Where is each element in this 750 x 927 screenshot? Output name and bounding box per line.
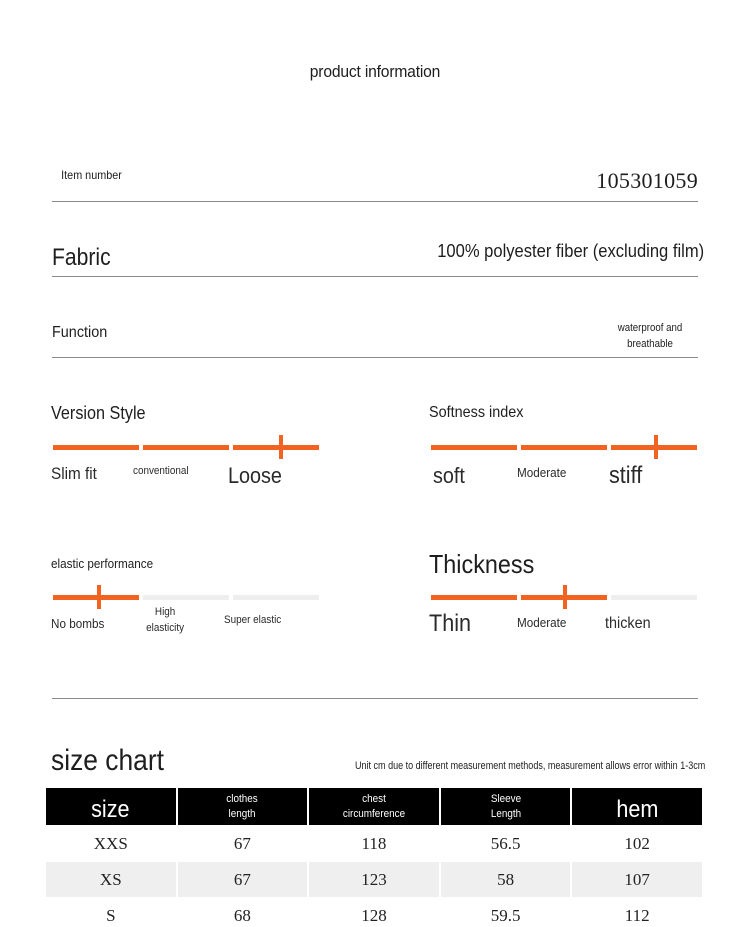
level-marker <box>97 585 101 609</box>
softness-index-scale <box>429 404 709 494</box>
version-style-title: Version Style <box>51 403 146 423</box>
table-cell: XS <box>46 862 176 897</box>
header-label: clothes length <box>226 792 259 820</box>
elastic-performance-title: elastic performance <box>51 556 154 571</box>
table-cell: S <box>106 905 116 925</box>
table-cell: 107 <box>572 862 702 897</box>
table-cell: 118 <box>361 833 387 853</box>
scale-label-mid: Moderate <box>517 615 567 630</box>
track-segment <box>521 445 607 450</box>
header-label: Sleeve Length <box>490 792 521 820</box>
scale-label-high: Loose <box>228 463 282 488</box>
level-marker <box>654 435 658 459</box>
thickness-scale <box>429 549 709 644</box>
section-divider <box>52 698 698 699</box>
version-style-scale <box>51 403 331 493</box>
scale-label-mid: conventional <box>133 465 189 477</box>
elastic-performance-track <box>53 595 321 600</box>
function-value: waterproof and breathable <box>617 322 683 350</box>
table-cell: 67 <box>178 862 308 897</box>
column-header-hem <box>572 788 702 825</box>
softness-index-title: Softness index <box>429 404 524 421</box>
thickness-track <box>431 595 699 600</box>
scale-label-mid: High elasticity <box>146 606 185 634</box>
elastic-performance-scale <box>51 556 331 646</box>
table-row <box>46 862 702 897</box>
track-segment <box>53 445 139 450</box>
table-row <box>46 898 702 927</box>
track-segment <box>431 445 517 450</box>
function-row <box>52 316 698 358</box>
function-label: Function <box>52 324 108 341</box>
size-chart-table <box>46 788 702 927</box>
softness-index-track <box>431 445 699 450</box>
header-label: hem <box>616 795 659 823</box>
scale-label-high: stiff <box>609 462 643 489</box>
scale-label-high: Super elastic <box>224 614 282 626</box>
scale-label-mid: Moderate <box>517 465 567 480</box>
table-cell: 58 <box>441 862 571 897</box>
column-header-size <box>46 788 176 825</box>
scale-label-high: thicken <box>605 615 651 632</box>
table-cell: 59.5 <box>490 905 521 925</box>
thickness-title: Thickness <box>429 549 535 579</box>
header-label: chest circumference <box>342 792 406 820</box>
item-number-label: Item number <box>61 168 122 182</box>
column-header-sleeve-length <box>441 788 571 825</box>
level-marker <box>279 435 283 459</box>
table-header-row <box>46 788 702 825</box>
table-cell: XXS <box>93 833 128 853</box>
track-segment <box>611 595 697 600</box>
table-cell: 128 <box>361 905 387 925</box>
scale-label-low: Slim fit <box>51 464 97 483</box>
column-header-clothes-length <box>178 788 308 825</box>
scale-label-low: soft <box>433 463 465 488</box>
version-style-track <box>53 445 321 450</box>
track-segment <box>143 595 229 600</box>
table-cell: 112 <box>624 905 650 925</box>
table-cell: 68 <box>233 905 251 925</box>
page-title: product information <box>309 62 441 81</box>
fabric-label: Fabric <box>52 244 111 271</box>
scale-label-low: No bombs <box>51 616 105 631</box>
level-marker <box>563 585 567 609</box>
track-segment <box>431 595 517 600</box>
item-number-value: 105301059 <box>596 168 698 193</box>
item-number-row <box>52 160 698 202</box>
size-chart-title: size chart <box>51 744 164 777</box>
header-label: size <box>91 795 131 823</box>
fabric-value: 100% polyester fiber (excluding film) <box>437 241 704 261</box>
table-cell: 67 <box>233 833 251 853</box>
table-cell: 102 <box>624 833 650 853</box>
track-segment <box>233 445 319 450</box>
track-segment <box>233 595 319 600</box>
size-chart-note: Unit cm due to different measurement methods, measurement allows error within 1-3cm <box>355 760 706 772</box>
fabric-row <box>52 236 704 277</box>
table-cell: 123 <box>309 862 439 897</box>
table-row <box>46 826 702 861</box>
table-cell: 56.5 <box>490 833 521 853</box>
track-segment <box>143 445 229 450</box>
column-header-chest-circumference <box>309 788 439 825</box>
scale-label-low: Thin <box>429 610 472 637</box>
